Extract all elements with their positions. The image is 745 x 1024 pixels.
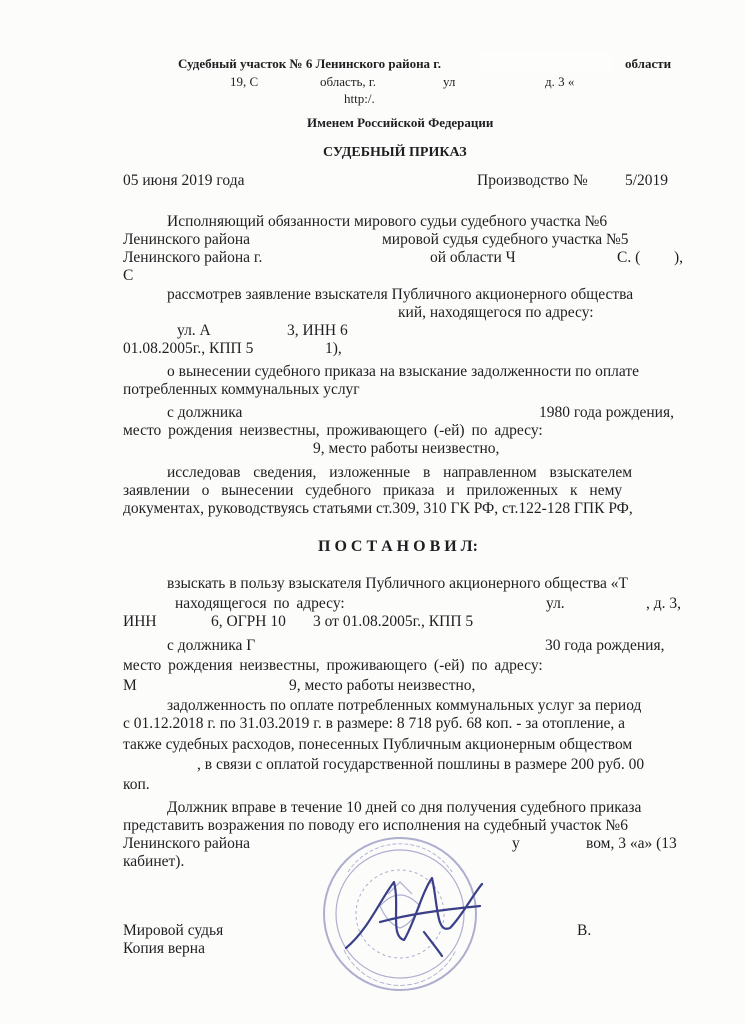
investigated-line-2: заявлении о вынесении судебного приказа и приложенных к нему <box>123 482 623 499</box>
recover-street: ул. <box>546 595 565 612</box>
objection-line-1: Должник вправе в течение 10 дней со дня получения судебного приказа <box>167 799 642 816</box>
court-address-start: 19, С <box>230 74 259 89</box>
investigated-line-3: документах, руководствуясь статьями ст.309, 310 ГК РФ, ст.122-128 ГПК РФ, <box>123 500 633 517</box>
intro-district-city: Ленинского района г. <box>123 249 263 266</box>
debtor-work: 9, место работы неизвестно, <box>313 440 500 457</box>
debtor2-address-start: М <box>123 677 137 694</box>
court-region: области <box>625 56 672 71</box>
debtor2-label: с должника Г <box>167 637 256 654</box>
resolved-heading: П О С Т А Н О В И Л: <box>318 538 478 555</box>
debt-line-2: с 01.12.2018 г. по 31.03.2019 г. в размере: 8 718 руб. 68 коп. - за отопление, а <box>123 715 626 732</box>
about-line-2: потребленных коммунальных услуг <box>123 381 360 398</box>
redaction <box>480 52 612 72</box>
intro-text: Исполняющий обязанности мирового судьи судебного участка №6 <box>167 213 608 230</box>
objection-line-4: кабинет). <box>123 853 185 870</box>
judge-initial: В. <box>577 922 592 939</box>
investigated-text: исследовав сведения, изложенные в направленном взыскателем <box>167 464 633 481</box>
intro-paren-close: ), <box>674 249 684 266</box>
court-address-mid: область, г. <box>320 74 377 89</box>
considered-street: ул. А <box>177 322 211 339</box>
debtor2-birth-year: 30 года рождения, <box>545 637 665 654</box>
court-name-line <box>178 55 441 73</box>
about-line-1: о вынесении судебного приказа на взыскание задолженности по оплате <box>167 363 640 380</box>
doc-title: СУДЕБНЫЙ ПРИКАЗ <box>323 145 467 160</box>
objection-office: вом, 3 «а» (13 <box>586 835 677 852</box>
recover-ogrn: 6, ОГРН 10 <box>211 613 286 630</box>
debt-line-3: также судебных расходов, понесенных Публичным акционерным обществом <box>123 736 633 753</box>
debtor2-residence: место рождения неизвестны, проживающего (-ей) по адресу: <box>123 657 543 674</box>
considered-kpp-end: 1), <box>325 340 342 357</box>
recover-address-label: находящегося по адресу: <box>175 595 345 612</box>
considered-ogrn-date: 01.08.2005г., КПП 5 <box>123 340 254 357</box>
recover-inn: ИНН <box>123 613 157 630</box>
case-number: 5/2019 <box>625 172 669 189</box>
court-address-end: д. 3 « <box>545 74 575 89</box>
debt-line-1: задолженность по оплате потребленных коммунальных услуг за период <box>167 697 642 714</box>
considered-line-1: рассмотрев заявление взыскателя Публичного акционерного общества <box>167 286 634 303</box>
copy-verified-label: Копия верна <box>123 940 205 957</box>
intro-judge-surname: С <box>123 267 134 284</box>
order-date: 05 июня 2019 года <box>123 172 245 189</box>
debtor-birth-year: 1980 года рождения, <box>539 404 674 421</box>
investigated-line-1 <box>167 464 689 482</box>
considered-address-label: кий, находящегося по адресу: <box>398 304 594 321</box>
debtor-residence: место рождения неизвестны, проживающего (-ей) по адресу: <box>123 422 543 439</box>
judge-label: Мировой судья <box>123 922 224 939</box>
judge-signature <box>340 870 490 960</box>
intro-region: ой области Ч <box>430 249 516 266</box>
recover-house: , д. 3, <box>646 595 682 612</box>
recover-line-1: взыскать в пользу взыскателя Публичного акционерного общества «Т <box>167 575 628 592</box>
objection-district: Ленинского района <box>123 835 250 852</box>
considered-inn: 3, ИНН 6 <box>287 322 348 339</box>
recover-kpp: 3 от 01.08.2005г., КПП 5 <box>313 613 474 630</box>
debt-line-5: коп. <box>123 776 150 793</box>
court-name: Судебный участок № 6 Ленинского района г. <box>178 56 441 71</box>
court-website: http:/. <box>344 91 375 106</box>
intro-district: Ленинского района <box>123 231 250 248</box>
debtor2-work: 9, место работы неизвестно, <box>289 677 476 694</box>
intro-line-1 <box>123 213 689 231</box>
intro-acting-judge: мировой судья судебного участка №5 <box>382 231 629 248</box>
case-number-label: Производство № <box>477 172 588 189</box>
court-address-street: ул <box>443 74 456 89</box>
objection-street: у <box>512 835 520 852</box>
federation-heading: Именем Российской Федерации <box>307 115 494 130</box>
objection-line-2: представить возражения по поводу его исполнения на судебный участок №6 <box>123 817 628 834</box>
debt-line-4: , в связи с оплатой государственной пошлины в размере 200 руб. 00 <box>197 756 645 773</box>
intro-judge-initials: С. ( <box>617 249 641 266</box>
debtor-label: с должника <box>167 404 243 421</box>
